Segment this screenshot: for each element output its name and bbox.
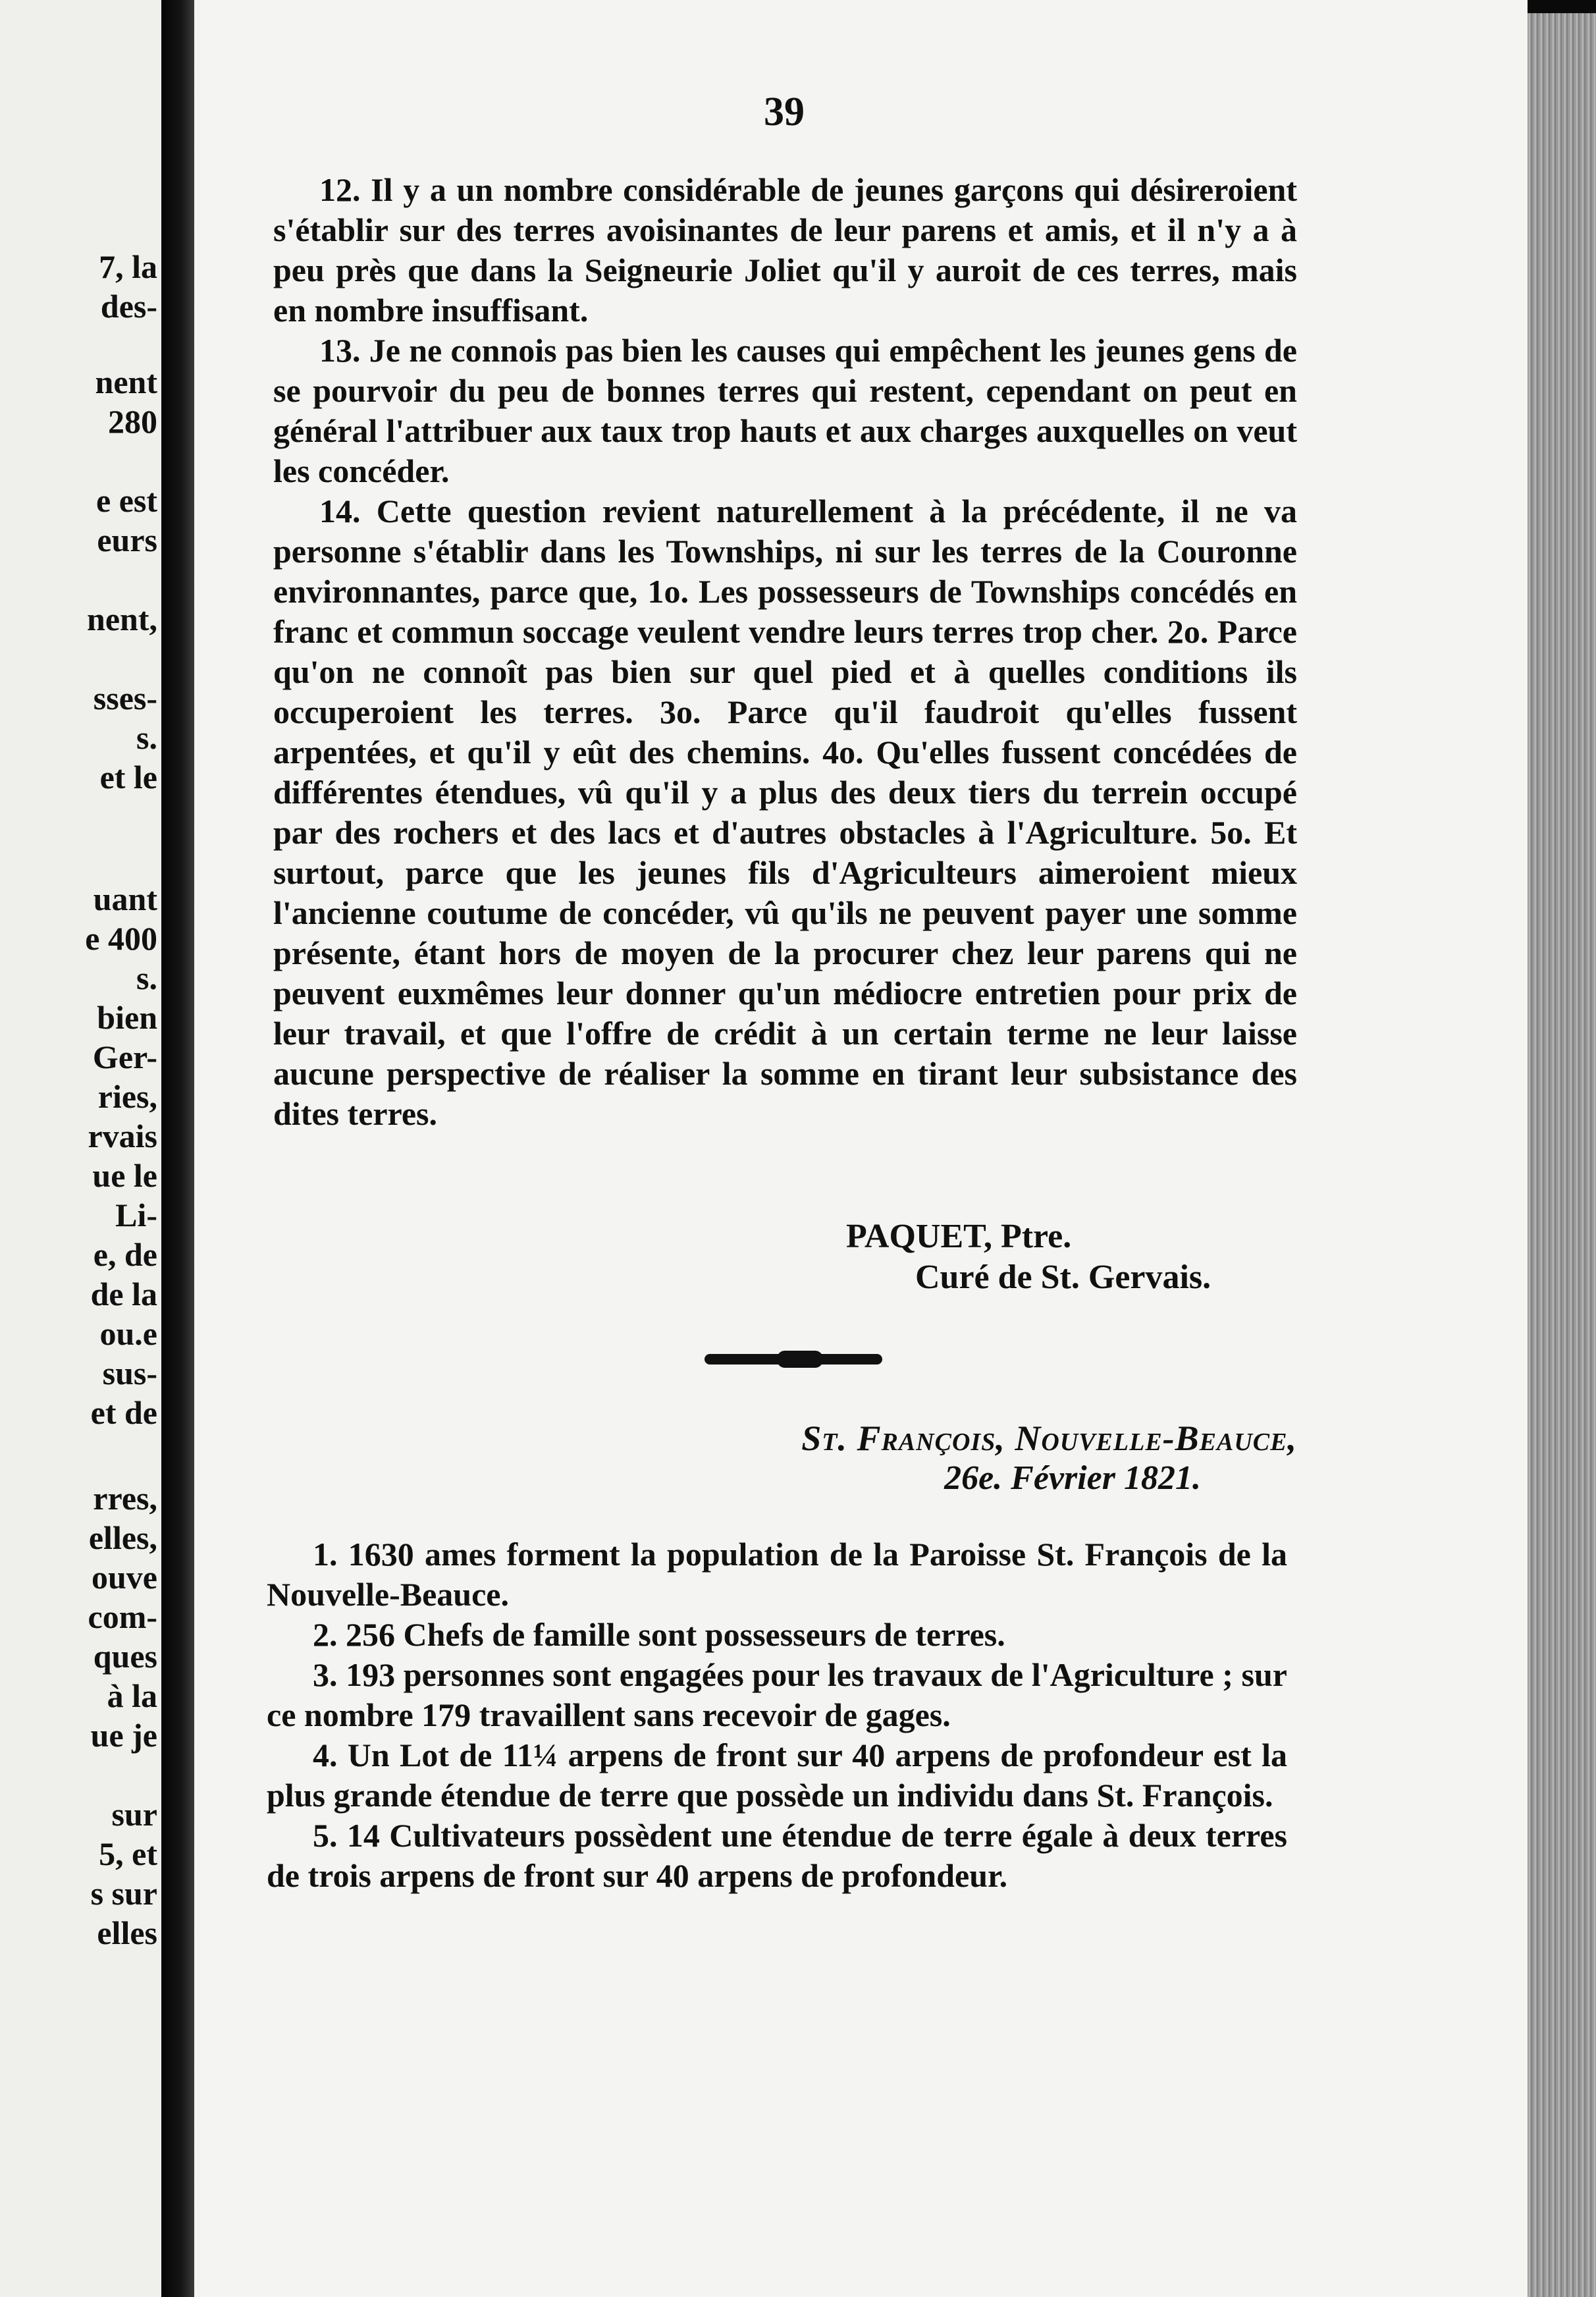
left-page-fragment: Ger- [92,1039,157,1075]
left-page-fragment: des- [100,288,157,325]
left-page-fragment: sur [111,1796,157,1833]
left-page-fragment: à la [107,1677,157,1714]
book-gutter [161,0,194,2297]
left-page-fragment: ou.e [99,1315,157,1352]
left-page-fragment: ques [93,1638,157,1675]
left-page-fragment: sus- [102,1355,157,1392]
left-page [0,0,161,2297]
left-page-fragment: de la [90,1276,157,1312]
left-page-fragment: elles, [88,1519,157,1556]
left-page-fragment: com- [88,1598,157,1635]
left-page-fragment: bien [97,999,157,1036]
paragraph-14: 14. Cette question revient naturellement à la précédente, il ne va personne s'établir dans les Townships, ni sur les terres de la Couronne environnantes, parce que, 1o. Les possesseurs de Townships concédés en franc et commun soccage veulent vendre leurs terres trop cher. 2o. Parce qu'on ne connoît pas bien sur quel pied et à quelles conditions ils occuperoient les terres. 3o. Parce qu'il faudroit qu'elles fussent arpentées, et qu'il y eût des chemins. 4o. Qu'elles fussent concédées de différentes étendues, vû qu'il y a plus des deux tiers du terrein occupé par des rochers et des lacs et d'autres obstacles à l'Agriculture. 5o. Et surtout, parce que les jeunes fils d'Agriculteurs aimeroient mieux l'ancienne coutume de concéder, vû qu'ils ne peuvent payer une somme présente, étant hors de moyen de la procurer chez leur parens qui ne peuvent euxmêmes leur donner qu'un médiocre entretien pour prix de leur travail, et que l'offre de crédit à un certain terme ne leur laisse aucune perspective de réaliser la somme en tirant leur subsistance des dites terres. [273,493,1297,1132]
left-page-fragment: e 400 [85,920,157,957]
section-place-heading: St. François, Nouvelle-Beauce, [801,1419,1297,1458]
left-page-fragment: uant [93,880,157,917]
paragraph-12: 12. Il y a un nombre considérable de jeunes garçons qui désireroient s'établir sur des terres avoisinantes de leur parens et amis, et il n'y a à peu près que dans la Seigneurie Joliet qu'il y auroit de ces terres, mais en nombre insuffisant. [273,171,1297,329]
page-number: 39 [764,90,805,134]
left-page-fragment: 280 [108,403,157,440]
left-page-fragment: elles [97,1914,157,1951]
left-page-fragment: et le [99,759,157,796]
signature-name: PAQUET, Ptre. [846,1218,1072,1255]
answer-5: 5. 14 Cultivateurs possèdent une étendue de terre égale à deux terres de trois arpens de front sur 40 arpens de profondeur. [267,1817,1287,1894]
answer-3: 3. 193 personnes sont engagées pour les travaux de l'Agriculture ; sur ce nombre 179 travaillent sans recevoir de gages. [267,1656,1287,1733]
answer-1: 1. 1630 ames forment la population de la Paroisse St. François de la Nouvelle-Beauce. [267,1536,1287,1613]
left-page-fragment: s. [136,959,157,996]
left-page-fragment: e, de [93,1236,157,1273]
second-text [267,1534,1287,1896]
left-page-fragment: Li- [115,1197,157,1233]
section-date-heading: 26e. Février 1821. [944,1459,1201,1497]
left-page-fragment: et de [90,1394,157,1431]
left-page-fragment: s sur [90,1875,157,1912]
left-page-fragment: 5, et [99,1835,157,1872]
left-page-fragment: nent, [87,601,157,637]
left-page-fragment: nent [95,364,157,400]
left-page-fragment: rvais [88,1118,157,1154]
left-page-fragment: ue le [92,1157,157,1194]
answer-4: 4. Un Lot de 11¼ arpens de front sur 40 arpens de profondeur est la plus grande étendue de terre que possède un individu dans St. François. [267,1737,1287,1814]
left-page-fragment: 7, la [99,248,157,285]
left-page-fragment: ouve [92,1559,157,1596]
left-page-fragment: ue je [90,1717,157,1754]
left-page-fragment: sses- [93,680,157,716]
answer-2: 2. 256 Chefs de famille sont possesseurs de terres. [313,1616,1005,1653]
signature-title: Curé de St. Gervais. [915,1258,1211,1296]
left-page-fragment: rres, [93,1480,157,1517]
left-page-fragment: ries, [97,1078,157,1115]
left-page-fragment: s. [136,719,157,756]
paragraph-13: 13. Je ne connois pas bien les causes qui empêchent les jeunes gens de se pourvoir du peu de bonnes terres qui restent, cependant on peut en général l'attribuer aux taux trop hauts et aux charges auxquelles on veut les concéder. [273,332,1297,489]
section-divider [705,1354,882,1365]
left-page-fragment: eurs [97,522,157,558]
left-page-fragment: e est [96,482,157,519]
page-edges [1528,13,1596,2297]
main-text [273,170,1297,1134]
